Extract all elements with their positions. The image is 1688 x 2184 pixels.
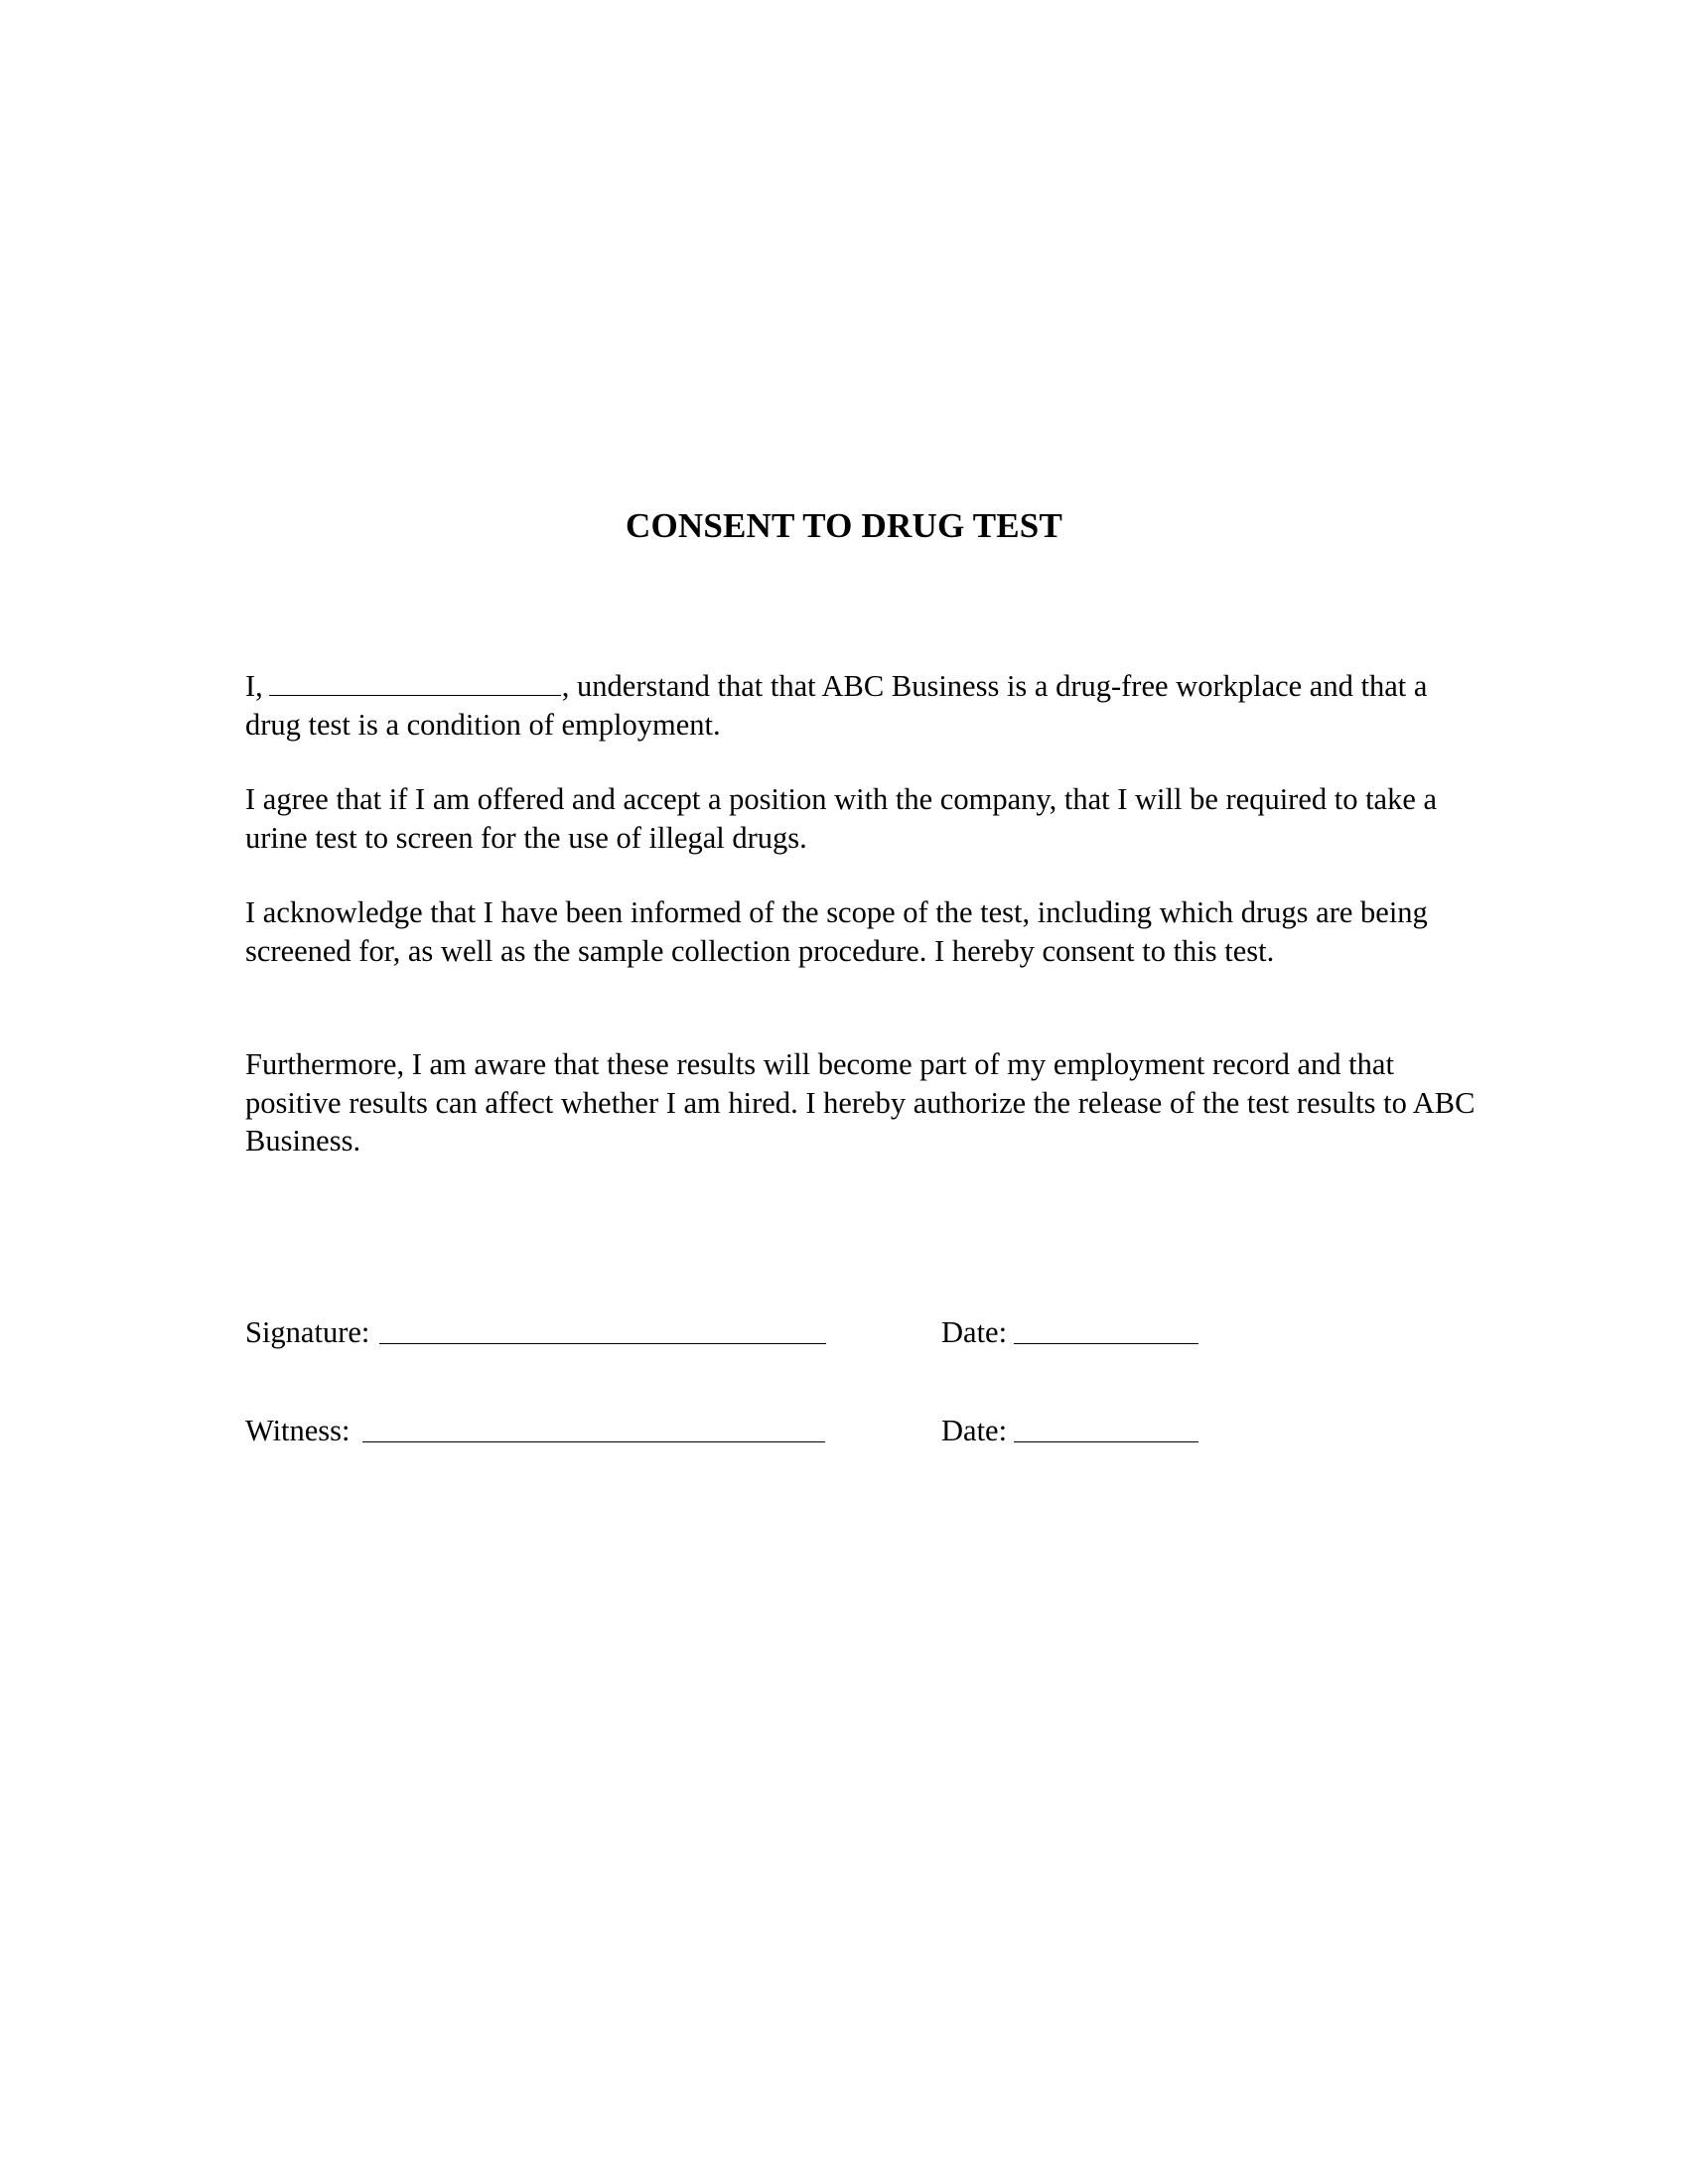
signature-line[interactable]: [379, 1343, 826, 1344]
paragraph-intro: [245, 667, 1477, 744]
paragraph-authorization: Furthermore, I am aware that these results will become part of my employment record and that positive results can affect whether I am hired. I hereby authorize the release of the test results to ABC Business.: [245, 1047, 1476, 1158]
signature-date-line[interactable]: [1014, 1343, 1198, 1344]
document-title: CONSENT TO DRUG TEST: [625, 506, 1063, 545]
paragraph-intro-prefix: I,: [245, 669, 263, 703]
signature-label: Signature:: [245, 1315, 370, 1349]
signature-date-label: Date:: [941, 1315, 1008, 1349]
witness-line[interactable]: [362, 1441, 825, 1442]
witness-label: Witness:: [245, 1414, 351, 1447]
paragraph-acknowledgement: I acknowledge that I have been informed of the scope of the test, including which drugs are being screened for, as well as the sample collection procedure. I hereby consent to this test.: [245, 895, 1428, 968]
witness-date-label: Date:: [941, 1414, 1008, 1447]
name-blank-line[interactable]: [269, 670, 561, 696]
witness-date-line[interactable]: [1014, 1441, 1198, 1442]
paragraph-urine-test: I agree that if I am offered and accept a position with the company, that I will be required to take a urine test to screen for the use of illegal drugs.: [245, 782, 1438, 855]
paragraph-intro-suffix: , understand that that ABC Business is a drug-free workplace and that a drug test is a condition of employment.: [245, 669, 1428, 742]
